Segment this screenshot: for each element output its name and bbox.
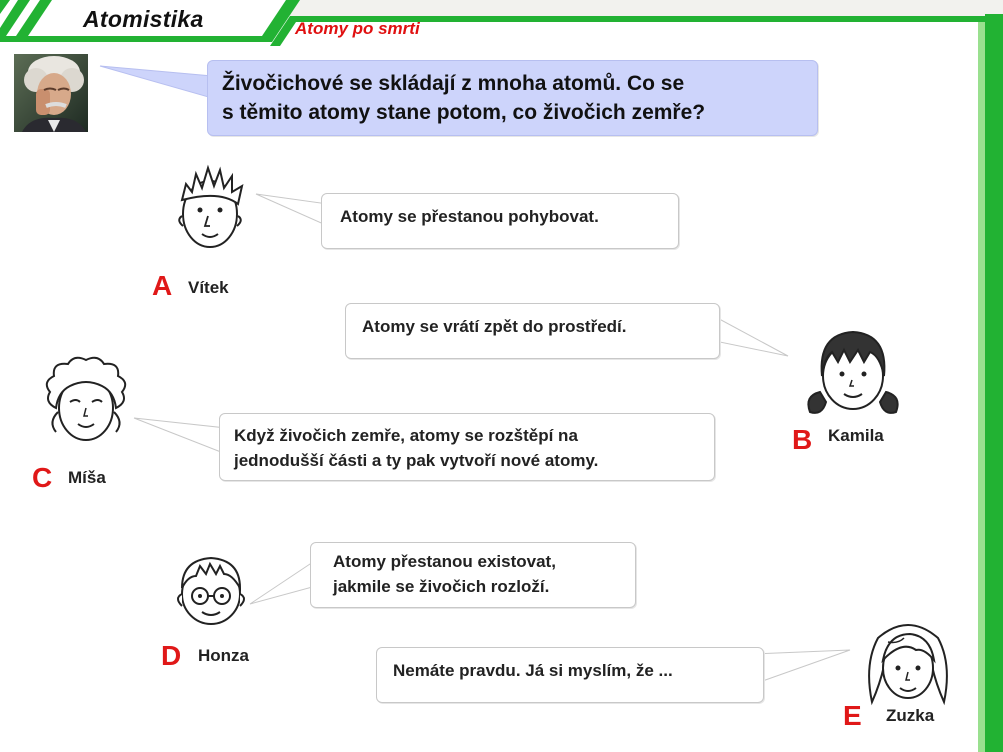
boy-glasses-icon [166,544,256,636]
answer-e-bubble[interactable] [376,647,764,703]
answer-e-bubble-tail [754,648,854,692]
question-bubble-tail [100,62,215,102]
answer-c-name: Míša [68,468,106,487]
answer-c-line-2: jednodušší části a ty pak vytvoří nové atomy. [234,451,599,470]
einstein-portrait-icon [14,54,88,132]
answer-a-letter[interactable]: A [152,270,173,301]
answer-c-bubble-tail [134,414,229,458]
answer-d-letter[interactable]: D [161,640,182,671]
answer-a-bubble-tail [256,192,331,232]
answer-c-line-1: Když živočich zemře, atomy se rozštěpí na [234,426,578,445]
answer-b-bubble[interactable] [345,303,720,359]
answer-b-line-1: Atomy se vrátí zpět do prostředí. [362,317,627,336]
girl-long-hair-icon [858,614,958,706]
answer-c-bubble[interactable] [219,413,715,481]
answer-e-letter[interactable]: E [843,700,862,731]
answer-e-line-1: Nemáte pravdu. Já si myslím, že ... [393,661,673,680]
answer-a-name: Vítek [188,278,229,297]
answer-c-letter[interactable]: C [32,462,53,493]
answer-e-name: Zuzka [886,706,935,725]
app-title: Atomistika [83,6,204,32]
answer-d-bubble[interactable] [310,542,636,608]
answer-b-bubble-tail [710,310,790,360]
question-bubble [207,60,818,136]
girl-dark-hair-icon [800,322,906,418]
answer-d-name: Honza [198,646,249,665]
answer-d-line-1: Atomy přestanou existovat, [333,552,556,571]
section-title: Atomy po smrti [295,19,420,38]
answer-b-name: Kamila [828,426,884,445]
boy-spiky-hair-icon [170,160,250,260]
question-line-2: s těmito atomy stane potom, co živočich zemře? [222,101,706,124]
answer-a-bubble[interactable] [321,193,679,249]
answer-a-line-1: Atomy se přestanou pohybovat. [340,207,599,226]
answer-b-letter[interactable]: B [792,424,813,455]
girl-curly-hair-icon [40,352,132,452]
question-line-1: Živočichové se skládají z mnoha atomů. Co se [222,72,685,95]
answer-d-line-2: jakmile se živočich rozloží. [333,577,550,596]
frame-right [985,14,1003,752]
